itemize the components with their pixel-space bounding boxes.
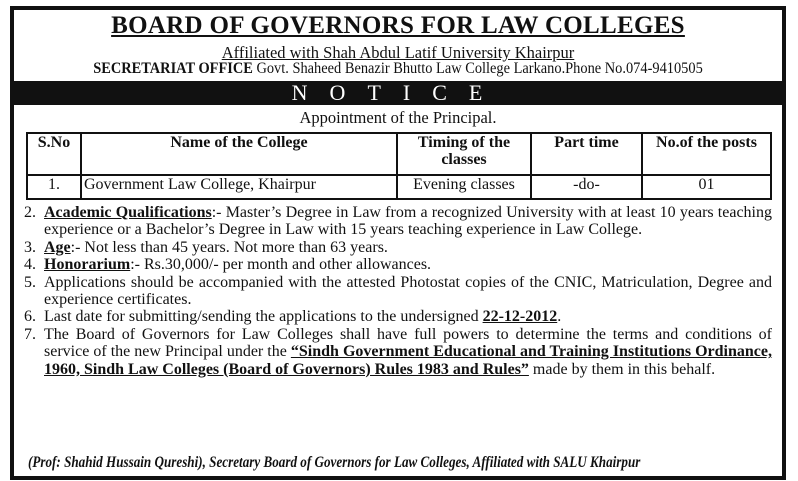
- item-number: 4.: [24, 256, 36, 274]
- item-text: Last date for submitting/sending the applications to the undersigned: [44, 308, 483, 326]
- col-sno: S.No: [27, 133, 81, 175]
- secretariat-label: SECRETARIAT OFFICE: [93, 60, 253, 77]
- item-number: 5.: [24, 273, 36, 291]
- list-item: [24, 239, 772, 256]
- cell-sno: 1.: [27, 175, 81, 199]
- col-timing: Timing of the classes: [397, 133, 531, 175]
- secretariat-line: [52, 60, 743, 78]
- item-label: Academic Qualifications: [44, 204, 212, 221]
- item-label: Age: [44, 238, 71, 256]
- item-label: Honorarium: [44, 256, 131, 274]
- rules-reference: “Sindh Government Educational and Training Institutions Ordinance, 1960, Sindh Law Colleges (Board of Governors) Rules 1983 and Rules”: [44, 343, 773, 378]
- cell-timing: Evening classes: [397, 175, 531, 199]
- item-number: 6.: [24, 308, 36, 326]
- item-text: :- Master’s Degree in Law from a recognized University with at least 10 years teaching experience or a Bachelor’s Degree in Law with 15 years teaching experience in Law College.: [44, 204, 772, 239]
- item-tail: .: [557, 308, 562, 326]
- item-text: Applications should be accompanied with the attested Photostat copies of the CNIC, Matriculation, Degree and experience certificates.: [44, 273, 772, 309]
- subject: Appointment of the Principal.: [299, 108, 497, 127]
- item-number: 2.: [24, 204, 36, 221]
- list-item: [24, 274, 772, 309]
- affiliation: Affiliated with Shah Abdul Latif University Khairpur: [221, 43, 575, 62]
- item-text: :- Not less than 45 years. Not more than 63 years.: [70, 238, 388, 256]
- cell-part-time: -do-: [531, 175, 642, 199]
- board-title: BOARD OF GOVERNORS FOR LAW COLLEGES: [111, 12, 685, 39]
- secretariat-address: Govt. Shaheed Benazir Bhutto Law College Larkano.Phone No.074-9410505: [256, 60, 703, 77]
- conditions-list: [24, 204, 772, 378]
- notice-advertisement: [10, 6, 786, 480]
- signature-line: (Prof: Shahid Hussain Qureshi), Secretary Board of Governors for Law Colleges, Affiliated with SALU Khairpur: [28, 454, 641, 471]
- list-item: [24, 204, 772, 239]
- item-tail: made by them in this behalf.: [528, 360, 716, 378]
- col-college: Name of the College: [81, 133, 397, 175]
- col-part-time: Part time: [531, 133, 642, 175]
- list-item: [24, 326, 772, 378]
- table-row: [27, 175, 771, 199]
- notice-banner: NOTICE: [14, 81, 782, 105]
- last-date: 22-12-2012: [482, 308, 558, 326]
- cell-posts: 01: [642, 175, 771, 199]
- table-header-row: [27, 133, 771, 175]
- col-posts: No.of the posts: [642, 133, 771, 175]
- posts-table: [26, 132, 772, 200]
- item-text: The Board of Governors for Law Colleges shall have full powers to determine the terms and conditions of service of the new Principal under the: [44, 325, 772, 361]
- item-number: 7.: [24, 325, 36, 343]
- cell-college: Government Law College, Khairpur: [81, 175, 397, 199]
- list-item: [24, 256, 772, 273]
- item-number: 3.: [24, 238, 36, 256]
- list-item: [24, 308, 772, 325]
- item-text: :- Rs.30,000/- per month and other allowances.: [130, 256, 432, 274]
